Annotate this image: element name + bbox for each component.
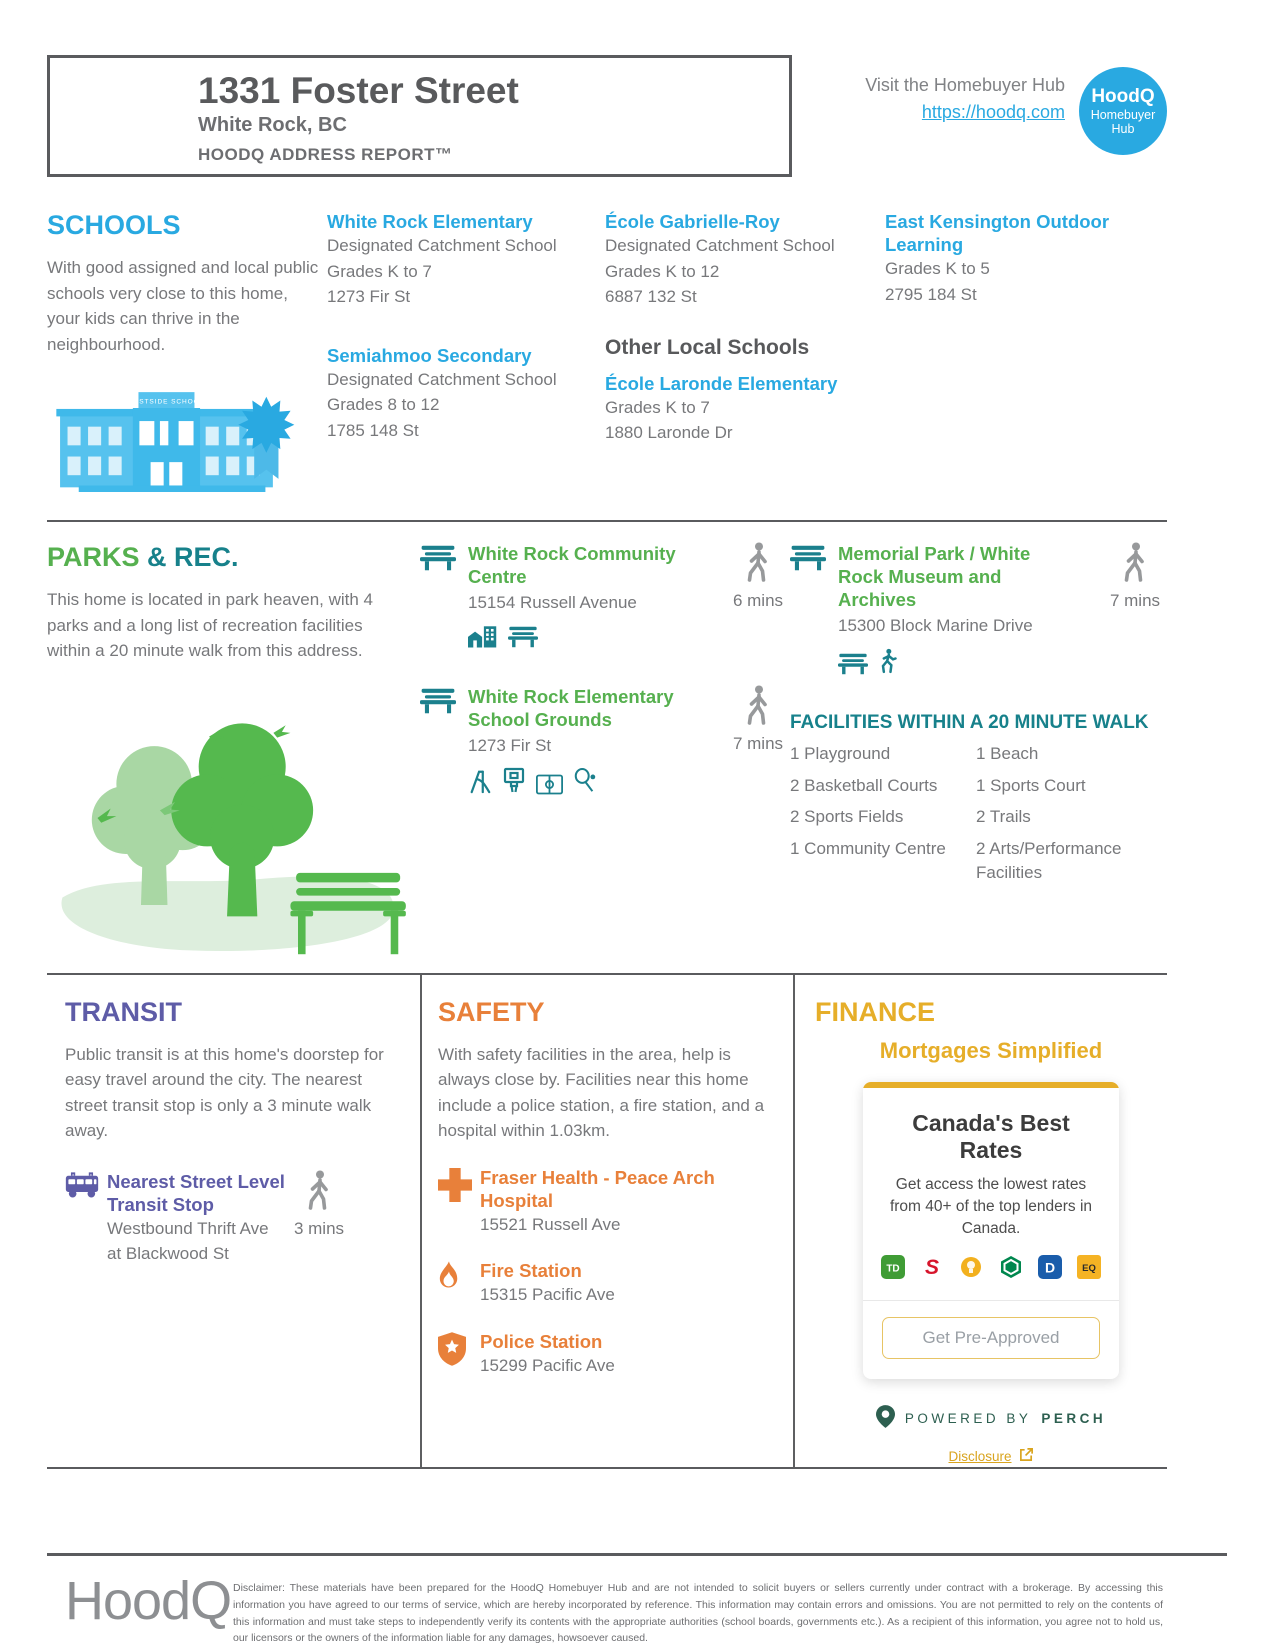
hospital-cross-icon <box>438 1166 480 1238</box>
walk-time-block <box>287 1170 351 1267</box>
blue-d-lender-logo-icon <box>1038 1255 1062 1284</box>
walk-time: 3 mins <box>293 1218 345 1238</box>
school-item <box>885 210 1149 307</box>
td-bank-logo-icon <box>881 1255 905 1284</box>
page-title: 1331 Foster Street <box>198 70 519 111</box>
facility-item: 2 Sports Fields <box>790 807 904 827</box>
transit-stop-name: Nearest Street Level Transit Stop <box>107 1170 285 1215</box>
school-address: 6887 132 St <box>605 287 697 307</box>
transit-section-title: TRANSIT <box>65 996 182 1027</box>
svg-text:TD: TD <box>886 1263 900 1275</box>
rates-card-heading: Canada's Best Rates <box>912 1109 1070 1163</box>
school-name: École Gabrielle-Roy <box>605 211 780 232</box>
police-shield-icon <box>438 1330 480 1379</box>
address-city: White Rock, BC <box>198 113 347 136</box>
park-name: White Rock Elementary School Grounds <box>468 685 674 730</box>
facility-item: 2 Trails <box>976 807 1031 827</box>
school-item <box>605 372 867 446</box>
badge-brand: HoodQ <box>1091 85 1155 107</box>
header-hub-promo <box>865 55 1167 155</box>
finance-section <box>795 975 1167 1467</box>
visit-hub-label: Visit the Homebuyer Hub <box>865 75 1065 95</box>
school-grades: Grades 8 to 12 <box>327 395 440 415</box>
transit-section <box>47 975 420 1467</box>
playground-slide-icon <box>468 767 492 800</box>
walk-time-block <box>726 685 790 800</box>
external-link-icon <box>1019 1447 1034 1467</box>
jogger-icon <box>878 647 898 680</box>
bus-icon <box>65 1170 107 1267</box>
facilities-list <box>790 712 1167 893</box>
badge-line3: Hub <box>1111 121 1135 136</box>
bench-icon <box>420 685 468 800</box>
schools-section <box>47 177 1167 520</box>
park-illustration <box>47 678 395 963</box>
address-box <box>47 55 792 177</box>
walking-person-icon <box>306 1197 332 1214</box>
park-item <box>420 685 790 800</box>
facility-item: 1 Beach <box>976 743 1039 763</box>
hoodq-url-link[interactable]: https://hoodq.com <box>921 102 1065 122</box>
facility-item: 2 Basketball Courts <box>790 775 938 795</box>
safety-place-address: 15315 Pacific Ave <box>480 1285 615 1305</box>
svg-text:EQ: EQ <box>1082 1262 1096 1274</box>
get-pre-approved-button[interactable]: Get Pre-Approved <box>882 1317 1100 1359</box>
rates-card <box>863 1082 1119 1379</box>
park-item <box>790 542 1167 680</box>
safety-description: With safety facilities in the area, help is always close by. Facilities near this home include a police station, a fire station, and a hospital within 1.03km. <box>438 1044 765 1140</box>
school-type: Designated Catchment School <box>327 236 557 256</box>
eq-bank-logo-icon <box>1077 1255 1101 1284</box>
school-name: East Kensington Outdoor Learning <box>885 211 1110 256</box>
report-header <box>47 55 1167 177</box>
park-name: Memorial Park / White Rock Museum and Archives <box>838 543 1031 611</box>
bottom-sections <box>47 975 1167 1467</box>
safety-item <box>438 1259 779 1308</box>
parks-title-green: PARKS <box>47 542 140 572</box>
transit-stop-item <box>65 1170 406 1267</box>
gold-lender-logo-icon <box>959 1255 983 1284</box>
school-address: 1785 148 St <box>327 420 419 440</box>
transit-stop-address: Westbound Thrift Ave at Blackwood St <box>107 1218 269 1264</box>
svg-text:D: D <box>1044 1259 1055 1276</box>
footer <box>65 1570 1275 1647</box>
facility-item: 1 Community Centre <box>790 838 946 858</box>
bench-icon <box>790 542 838 680</box>
school-building-illustration <box>47 379 309 498</box>
walking-person-icon <box>745 569 771 586</box>
park-item <box>420 542 790 653</box>
section-divider <box>47 1467 1167 1469</box>
school-grades: Grades K to 7 <box>327 261 432 281</box>
school-name: École Laronde Elementary <box>605 372 838 394</box>
hoodq-hub-badge <box>1079 67 1167 155</box>
facility-item: 2 Arts/Performance Facilities <box>976 838 1122 883</box>
walking-person-icon <box>745 712 771 729</box>
school-name: Semiahmoo Secondary <box>327 344 532 366</box>
bench-icon <box>508 626 538 653</box>
card-divider <box>863 1300 1119 1301</box>
bench-icon <box>420 542 468 653</box>
community-centre-icon <box>468 624 498 653</box>
finance-section-title: FINANCE <box>815 996 935 1027</box>
safety-place-address: 15299 Pacific Ave <box>480 1356 615 1375</box>
park-address: 15154 Russell Avenue <box>468 593 637 613</box>
transit-description: Public transit is at this home's doorstep for easy travel around the city. The nearest street transit stop is only a 3 minute walk away. <box>65 1044 384 1140</box>
parks-description: This home is located in park heaven, with 4 parks and a long list of recreation facilities within a 20 minute walk from this address. <box>47 590 374 660</box>
school-name: White Rock Elementary <box>327 211 533 232</box>
svg-text:S: S <box>925 1255 940 1279</box>
schools-description: With good assigned and local public schools very close to this home, your kids can thrive in the neighbourhood. <box>47 258 319 354</box>
school-address: 1273 Fir St <box>327 287 411 307</box>
perch-brand-label: PERCH <box>1041 1411 1107 1427</box>
school-item <box>327 210 587 310</box>
school-item <box>327 344 587 444</box>
schools-section-title: SCHOOLS <box>47 210 181 240</box>
facility-item: 1 Playground <box>790 743 891 763</box>
walk-time-block <box>1103 542 1167 680</box>
parks-column-3 <box>790 542 1167 963</box>
school-address: 2795 184 St <box>885 284 977 304</box>
facility-item: 1 Sports Court <box>976 775 1086 795</box>
sports-field-icon <box>536 774 563 800</box>
schools-column-3 <box>605 210 885 498</box>
safety-section <box>422 975 793 1467</box>
walk-time-block <box>726 542 790 653</box>
school-address: 1880 Laronde Dr <box>605 423 733 443</box>
footer-disclaimer: Disclaimer: These materials have been prepared for the HoodQ Homebuyer Hub and are not intended to solicit buyers or sellers currently under contract with a brokerage. By accessing this information you have agreed to our terms of service, which are hereby incorporated by reference. This information may contain errors and omissions. You are not permitted to rely on the contents of this information and must take steps to independently verify its contents with the appropriate authorities (school boards, governments etc.). As a recipient of this information, you agree not to hold us, our licensors or the owners of the information liable for any damages, howsoever caused. <box>233 1581 1163 1645</box>
basketball-hoop-icon <box>502 767 526 800</box>
walk-time: 6 mins <box>732 591 784 610</box>
safety-place-name: Police Station <box>480 1330 603 1352</box>
park-address: 1273 Fir St <box>468 736 552 755</box>
other-local-schools-heading: Other Local Schools <box>605 335 810 359</box>
footer-divider <box>47 1553 1227 1556</box>
walk-time: 7 mins <box>732 733 784 753</box>
facilities-title: FACILITIES WITHIN A 20 MINUTE WALK <box>790 711 1149 733</box>
safety-section-title: SAFETY <box>438 996 545 1027</box>
schools-column-2 <box>327 210 605 498</box>
walk-time: 7 mins <box>1109 591 1161 610</box>
tennis-racket-icon <box>573 768 597 800</box>
safety-place-name: Fraser Health - Peace Arch Hospital <box>480 1166 715 1211</box>
park-name: White Rock Community Centre <box>468 543 676 588</box>
desjardins-logo-icon <box>999 1255 1023 1284</box>
safety-place-name: Fire Station <box>480 1260 582 1282</box>
badge-line2: Homebuyer <box>1090 107 1156 122</box>
safety-place-address: 15521 Russell Ave <box>480 1214 621 1234</box>
report-name: HOODQ ADDRESS REPORT™ <box>198 144 453 164</box>
parks-intro-column <box>47 542 420 963</box>
school-sign-label: EASTSIDE SCHOOL <box>128 398 205 406</box>
school-type: Designated Catchment School <box>605 236 835 256</box>
school-grades: Grades K to 7 <box>605 397 710 417</box>
scotiabank-logo-icon <box>920 1255 944 1284</box>
parks-section <box>47 522 1167 973</box>
safety-item <box>438 1330 779 1379</box>
hoodq-logo: HoodQ <box>65 1570 232 1631</box>
schools-column-4 <box>885 210 1167 498</box>
disclosure-link[interactable]: Disclosure <box>948 1449 1012 1465</box>
schools-intro-column <box>47 210 327 498</box>
parks-title-teal: & REC. <box>147 542 239 572</box>
lender-logos-row <box>879 1255 1103 1284</box>
parks-section-title <box>47 542 395 573</box>
safety-item <box>438 1166 779 1238</box>
perch-pin-icon <box>876 1405 895 1433</box>
school-grades: Grades K to 12 <box>605 261 720 281</box>
walking-person-icon <box>1122 569 1148 586</box>
bench-icon <box>838 653 868 680</box>
school-type: Designated Catchment School <box>327 369 557 389</box>
powered-by-label: POWERED BY <box>904 1411 1032 1427</box>
powered-by-perch <box>815 1405 1167 1433</box>
school-grades: Grades K to 5 <box>885 259 990 279</box>
park-address: 15300 Block Marine Drive <box>838 616 1033 636</box>
rates-card-body: Get access the lowest rates from 40+ of the top lenders in Canada. <box>889 1175 1093 1238</box>
mortgages-subtitle: Mortgages Simplified <box>879 1037 1103 1063</box>
school-item <box>605 210 867 310</box>
parks-column-2 <box>420 542 790 963</box>
flame-icon <box>438 1259 480 1308</box>
